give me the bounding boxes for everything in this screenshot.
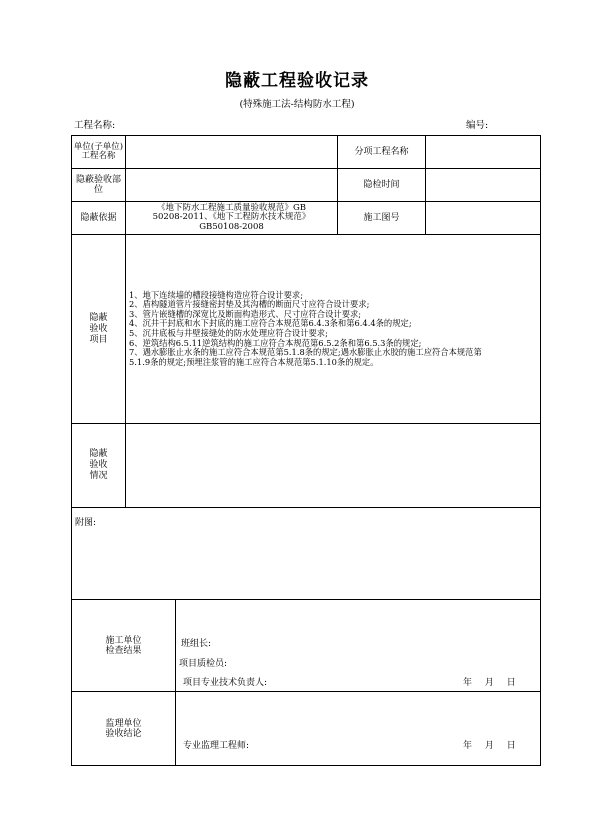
item-2: 2、盾构隧道管片接缝密封垫及其沟槽的断面尺寸应符合设计要求;: [129, 299, 370, 310]
quality-inspector-label: 项目质检员:: [179, 659, 228, 669]
supervising-engineer-label: 专业监理工程师:: [183, 741, 250, 751]
situation-value[interactable]: [126, 424, 541, 508]
acceptance-form: [71, 135, 541, 766]
items-label-line3: 项目: [89, 334, 108, 345]
basis-label: 隐蔽依据: [72, 202, 126, 235]
unit-name-label-line2: 工程名称: [81, 151, 116, 161]
situation-label-line3: 情况: [89, 471, 108, 481]
number-label: 编号:: [466, 120, 489, 131]
hidden-part-label: 隐蔽验收部位: [72, 169, 126, 202]
supervision-sign-area[interactable]: [176, 692, 541, 766]
items-label: [72, 235, 126, 424]
supervision-date: 年 月 日: [463, 741, 516, 751]
construction-label-line1: 施工单位: [105, 635, 142, 646]
basis-text-line3: GB50108-2008: [199, 221, 264, 232]
construction-label: [72, 600, 176, 692]
situation-label: [72, 424, 126, 508]
tech-leader-label: 项目专业技术负责人:: [183, 678, 268, 688]
basis-text: [126, 202, 338, 235]
item-4: 4、沉井干封底和水下封底的施工应符合本规范第6.4.3条和第6.4.4条的规定;: [129, 318, 412, 329]
construction-sign-area[interactable]: [176, 600, 541, 692]
construction-date: 年 月 日: [463, 678, 516, 688]
item-3: 3、管片嵌缝槽的深宽比及断面构造形式、尺寸应符合设计要求;: [129, 308, 362, 319]
row-supervision: [72, 692, 541, 766]
items-list: [126, 235, 541, 424]
unit-name-label-line1: 单位(子单位): [73, 141, 124, 152]
attachment-area[interactable]: [72, 508, 541, 600]
supervision-label-line2: 验收结论: [105, 728, 142, 739]
hidden-part-value[interactable]: [126, 169, 338, 202]
team-leader-label: 班组长:: [181, 639, 212, 649]
basis-text-line2: 50208-2011、《地下工程防水技术规范》: [152, 212, 311, 223]
row-unit-name: [72, 136, 541, 169]
item-6: 6、逆筑结构6.5.11逆筑结构的施工应符合本规范第6.5.2条和第6.5.3条的规定;: [129, 337, 422, 348]
row-items: [72, 235, 541, 424]
unit-name-label-cell: [72, 136, 126, 169]
basis-text-line1: 《地下防水工程施工质量验收规范》GB: [156, 202, 307, 213]
item-1: 1、地下连续墙的槽段接缝构造应符合设计要求;: [129, 289, 304, 300]
item-8: 5.1.9条的规定;预埋注浆管的施工应符合本规范第5.1.10条的规定。: [129, 356, 379, 367]
row-hidden-part: [72, 169, 541, 202]
drawing-no-value[interactable]: [426, 202, 541, 235]
row-situation: [72, 424, 541, 508]
situation-label-line1: 隐蔽: [89, 449, 108, 459]
hidden-time-label: 隐检时间: [338, 169, 426, 202]
supervision-label-line1: 监理单位: [105, 718, 142, 729]
hidden-time-value[interactable]: [426, 169, 541, 202]
page-title: 隐蔽工程验收记录: [225, 71, 369, 91]
construction-label-line2: 检查结果: [105, 645, 142, 656]
row-attachment: [72, 508, 541, 600]
attachment-label: 附图:: [75, 518, 97, 528]
row-construction: [72, 600, 541, 692]
drawing-no-label: 施工图号: [338, 202, 426, 235]
row-basis: [72, 202, 541, 235]
subitem-name-value[interactable]: [426, 136, 541, 169]
item-7: 7、遇水膨胀止水条的施工应符合本规范第5.1.8条的规定;遇水膨胀止水胶的施工应符合本规范第: [129, 347, 482, 358]
items-label-line1: 隐蔽: [89, 312, 108, 323]
items-label-line2: 验收: [89, 323, 108, 334]
project-name-label: 工程名称:: [74, 120, 116, 131]
supervision-label: [72, 692, 176, 766]
subitem-name-label: 分项工程名称: [338, 136, 426, 169]
page-subtitle: (特殊施工法-结构防水工程): [239, 99, 355, 110]
situation-label-line2: 验收: [89, 460, 108, 470]
item-5: 5、沉井底板与井壁接缝处的防水处理应符合设计要求;: [129, 328, 328, 338]
unit-name-value[interactable]: [126, 136, 338, 169]
